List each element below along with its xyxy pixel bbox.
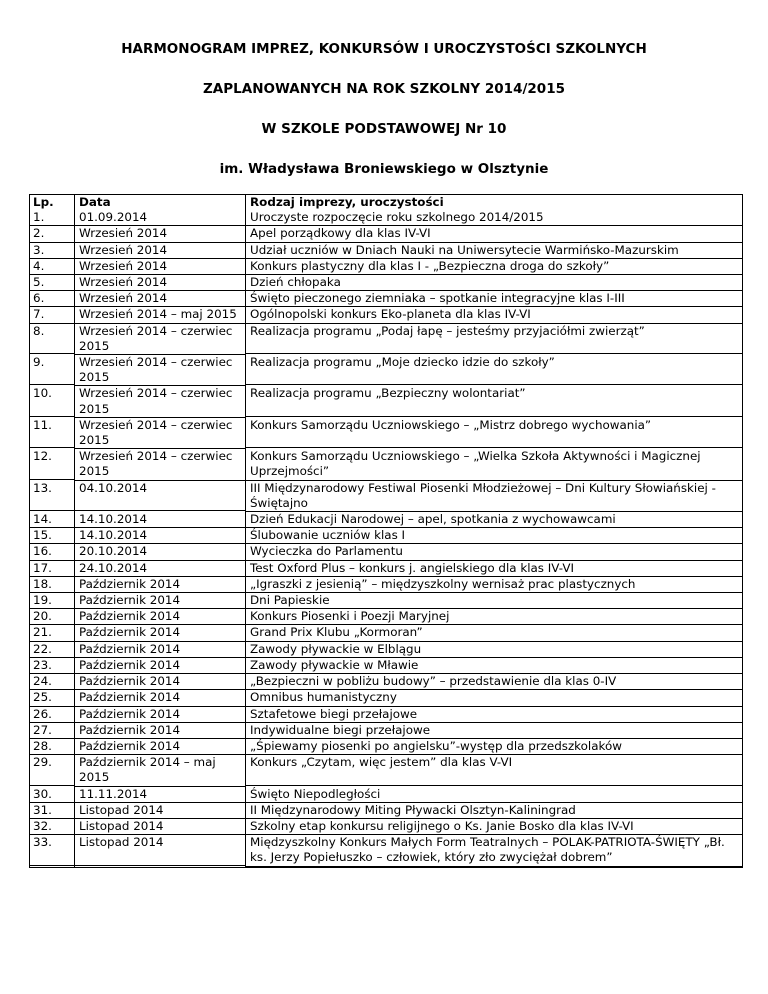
row-event: [246, 642, 743, 658]
row-event-text: Konkurs Piosenki i Poezji Maryjnej: [246, 609, 742, 625]
row-number-text: 16.: [29, 544, 74, 560]
table-row: [30, 803, 743, 819]
row-event-text: III Międzynarodowy Festiwal Piosenki Młodzieżowej – Dni Kultury Słowiańskiej - Świętajno: [246, 481, 742, 512]
row-event: [246, 739, 743, 755]
row-number-text: 24.: [29, 674, 74, 690]
row-event-text: Uroczyste rozpoczęcie roku szkolnego 2014/2015: [246, 210, 742, 226]
row-event: [246, 243, 743, 259]
row-number-text: 29.: [29, 755, 74, 785]
table-row: [30, 324, 743, 355]
row-event-text: Udział uczniów w Dniach Nauki na Uniwersytecie Warmińsko-Mazurskim: [246, 243, 742, 259]
row-number-text: 3.: [29, 243, 74, 259]
row-date: [75, 355, 246, 386]
row-date: [75, 324, 246, 355]
row-date: [75, 226, 246, 242]
row-number-text: 19.: [29, 593, 74, 609]
row-number: [30, 803, 75, 819]
row-date: [75, 609, 246, 625]
events-table: [29, 194, 743, 868]
row-event-text: Realizacja programu „Bezpieczny wolontariat”: [246, 386, 742, 416]
row-date-text: 11.11.2014: [75, 787, 245, 803]
row-date: [75, 386, 246, 417]
row-event-text: Apel porządkowy dla klas IV-VI: [246, 226, 742, 242]
row-date-text: Październik 2014: [75, 593, 245, 609]
row-event-text: Konkurs „Czytam, więc jestem” dla klas V-VI: [246, 755, 742, 785]
row-date-text: Październik 2014: [75, 739, 245, 755]
document-subtitle-school: W SZKOLE PODSTAWOWEJ Nr 10: [261, 121, 507, 137]
table-row: [30, 835, 743, 867]
row-event: [246, 755, 743, 786]
row-date: [75, 787, 246, 803]
table-row: [30, 544, 743, 560]
row-event-text: Konkurs Samorządu Uczniowskiego – „Wielka Szkoła Aktywności i Magicznej Uprzejmości”: [246, 449, 742, 480]
row-event: [246, 593, 743, 609]
row-number: [30, 739, 75, 755]
row-event: [246, 210, 743, 226]
row-date: [75, 449, 246, 480]
row-number-text: 9.: [29, 355, 74, 385]
row-number-text: 20.: [29, 609, 74, 625]
row-date: [75, 259, 246, 275]
row-date-text: Wrzesień 2014: [75, 275, 245, 291]
table-row: [30, 787, 743, 803]
row-event: [246, 819, 743, 835]
row-date-text: Wrzesień 2014: [75, 291, 245, 307]
row-number-text: 22.: [29, 642, 74, 658]
row-number-text: 14.: [29, 512, 74, 528]
row-number: [30, 787, 75, 803]
row-event-text: II Międzynarodowy Miting Pływacki Olsztyn-Kaliningrad: [246, 803, 742, 819]
row-number-text: 25.: [29, 690, 74, 706]
row-date: [75, 291, 246, 307]
row-number: [30, 819, 75, 835]
row-event-text: Wycieczka do Parlamentu: [246, 544, 742, 560]
row-number: [30, 658, 75, 674]
row-event: [246, 481, 743, 512]
row-number-text: 15.: [29, 528, 74, 544]
row-date: [75, 803, 246, 819]
row-number: [30, 386, 75, 417]
table-row: [30, 355, 743, 386]
row-event: [246, 544, 743, 560]
row-event: [246, 803, 743, 819]
row-event-text: Święto pieczonego ziemniaka – spotkanie integracyjne klas I-III: [246, 291, 742, 307]
row-date: [75, 512, 246, 528]
row-event: [246, 512, 743, 528]
row-number-text: 4.: [29, 259, 74, 275]
row-event-text: Sztafetowe biegi przełajowe: [246, 707, 742, 723]
row-event: [246, 625, 743, 641]
row-date: [75, 544, 246, 560]
row-event: [246, 787, 743, 803]
row-number: [30, 707, 75, 723]
row-number: [30, 291, 75, 307]
table-row: [30, 819, 743, 835]
row-date-text: Październik 2014: [75, 625, 245, 641]
row-number: [30, 593, 75, 609]
row-event: [246, 386, 743, 417]
row-number: [30, 210, 75, 226]
row-number: [30, 723, 75, 739]
row-date-text: Wrzesień 2014: [75, 259, 245, 275]
row-date: [75, 690, 246, 706]
table-row: [30, 449, 743, 480]
row-number-text: 21.: [29, 625, 74, 641]
column-header-lp: Lp.: [30, 195, 75, 211]
row-event: [246, 528, 743, 544]
row-number-text: 26.: [29, 707, 74, 723]
row-event: [246, 307, 743, 323]
row-date-text: 01.09.2014: [75, 210, 245, 226]
row-event: [246, 707, 743, 723]
row-number: [30, 642, 75, 658]
row-date-text: 14.10.2014: [75, 528, 245, 544]
row-date: [75, 593, 246, 609]
row-number: [30, 625, 75, 641]
row-number: [30, 674, 75, 690]
row-event: [246, 723, 743, 739]
row-date: [75, 658, 246, 674]
row-date-text: Wrzesień 2014 – czerwiec 2015: [75, 449, 245, 480]
table-row: [30, 739, 743, 755]
row-date: [75, 819, 246, 835]
row-number: [30, 418, 75, 449]
row-date-text: Wrzesień 2014 – czerwiec 2015: [75, 324, 245, 355]
row-date: [75, 755, 246, 786]
row-date-text: Listopad 2014: [75, 835, 245, 866]
row-number-text: 30.: [29, 787, 74, 803]
table-row: [30, 275, 743, 291]
row-event: [246, 355, 743, 386]
row-event-text: Indywidualne biegi przełajowe: [246, 723, 742, 739]
row-date-text: Wrzesień 2014: [75, 243, 245, 259]
table-row: [30, 690, 743, 706]
row-number: [30, 690, 75, 706]
row-event-text: Konkurs plastyczny dla klas I - „Bezpieczna droga do szkoły”: [246, 259, 742, 275]
table-row: [30, 512, 743, 528]
row-date-text: Październik 2014 – maj 2015: [75, 755, 245, 786]
row-date-text: Październik 2014: [75, 658, 245, 674]
document-subtitle-patron: im. Władysława Broniewskiego w Olsztynie: [219, 161, 549, 177]
row-date: [75, 642, 246, 658]
row-date-text: Listopad 2014: [75, 819, 245, 835]
row-event-text: Ślubowanie uczniów klas I: [246, 528, 742, 544]
row-event-text: Realizacja programu „Podaj łapę – jesteśmy przyjaciółmi zwierząt”: [246, 324, 742, 354]
table-row: [30, 577, 743, 593]
row-number: [30, 307, 75, 323]
row-date: [75, 243, 246, 259]
row-date-text: 24.10.2014: [75, 561, 245, 577]
row-number-text: 11.: [29, 418, 74, 448]
row-number: [30, 449, 75, 480]
row-date-text: Październik 2014: [75, 609, 245, 625]
table-row: [30, 307, 743, 323]
table-row: [30, 642, 743, 658]
row-date-text: Październik 2014: [75, 642, 245, 658]
document-subtitle-year: ZAPLANOWANYCH NA ROK SZKOLNY 2014/2015: [203, 81, 565, 97]
table-row: [30, 386, 743, 417]
table-row: [30, 481, 743, 512]
row-event: [246, 835, 743, 867]
row-event: [246, 561, 743, 577]
row-event-text: Omnibus humanistyczny: [246, 690, 742, 706]
row-number-text: 2.: [29, 226, 74, 242]
row-number-text: 7.: [29, 307, 74, 323]
row-event-text: Zawody pływackie w Mławie: [246, 658, 742, 674]
row-number: [30, 528, 75, 544]
document-title: HARMONOGRAM IMPREZ, KONKURSÓW I UROCZYSTOŚCI SZKOLNYCH: [121, 41, 647, 57]
row-number: [30, 544, 75, 560]
table-row: [30, 418, 743, 449]
row-number-text: 13.: [29, 481, 74, 511]
table-row: [30, 210, 743, 226]
row-number: [30, 835, 75, 867]
row-date: [75, 625, 246, 641]
row-event-text: Dzień chłopaka: [246, 275, 742, 291]
row-event: [246, 577, 743, 593]
row-date: [75, 481, 246, 512]
row-event-text: Dzień Edukacji Narodowej – apel, spotkania z wychowawcami: [246, 512, 742, 528]
row-event-text: Test Oxford Plus – konkurs j. angielskiego dla klas IV-VI: [246, 561, 742, 577]
row-date: [75, 418, 246, 449]
row-event-text: Międzyszkolny Konkurs Małych Form Teatralnych – POLAK-PATRIOTA-ŚWIĘTY „Bł. ks. Jerzy Popiełuszko – człowiek, który zło zwyciężał dobrem”: [246, 835, 742, 866]
row-event-text: Grand Prix Klubu „Kormoran”: [246, 625, 742, 641]
row-event-text: „Śpiewamy piosenki po angielsku”-występ dla przedszkolaków: [246, 739, 742, 755]
row-number: [30, 226, 75, 242]
row-date-text: Październik 2014: [75, 723, 245, 739]
row-event: [246, 418, 743, 449]
row-event: [246, 275, 743, 291]
row-number-text: 6.: [29, 291, 74, 307]
row-event-text: Ogólnopolski konkurs Eko-planeta dla klas IV-VI: [246, 307, 742, 323]
row-event-text: „Igraszki z jesienią” – międzyszkolny wernisaż prac plastycznych: [246, 577, 742, 593]
row-number-text: 32.: [29, 819, 74, 835]
column-header-date: Data: [75, 195, 246, 211]
column-header-event: Rodzaj imprezy, uroczystości: [246, 195, 743, 211]
row-date: [75, 561, 246, 577]
table-row: [30, 674, 743, 690]
row-number-text: 17.: [29, 561, 74, 577]
table-row: [30, 658, 743, 674]
table-row: [30, 593, 743, 609]
row-number-text: 23.: [29, 658, 74, 674]
row-date-text: 20.10.2014: [75, 544, 245, 560]
row-number: [30, 561, 75, 577]
table-row: [30, 226, 743, 242]
row-date-text: Wrzesień 2014 – czerwiec 2015: [75, 386, 245, 417]
row-event: [246, 690, 743, 706]
row-date: [75, 707, 246, 723]
row-number-text: 1.: [29, 210, 74, 226]
table-row: [30, 528, 743, 544]
row-event-text: Realizacja programu „Moje dziecko idzie do szkoły”: [246, 355, 742, 385]
row-number-text: 18.: [29, 577, 74, 593]
row-event: [246, 226, 743, 242]
row-date: [75, 307, 246, 323]
row-number-text: 33.: [29, 835, 74, 866]
row-number: [30, 324, 75, 355]
row-number: [30, 355, 75, 386]
row-date: [75, 210, 246, 226]
row-date-text: Wrzesień 2014: [75, 226, 245, 242]
row-date-text: 04.10.2014: [75, 481, 245, 511]
row-event: [246, 324, 743, 355]
row-event: [246, 658, 743, 674]
row-event-text: „Bezpieczni w pobliżu budowy” – przedstawienie dla klas 0-IV: [246, 674, 742, 690]
row-number: [30, 609, 75, 625]
row-event: [246, 449, 743, 480]
row-date-text: Wrzesień 2014 – czerwiec 2015: [75, 355, 245, 386]
row-date: [75, 674, 246, 690]
row-event: [246, 609, 743, 625]
row-number-text: 31.: [29, 803, 74, 819]
table-row: [30, 259, 743, 275]
row-number-text: 12.: [29, 449, 74, 479]
table-row: [30, 243, 743, 259]
table-row: [30, 755, 743, 786]
row-event-text: Święto Niepodległości: [246, 787, 742, 803]
row-event: [246, 674, 743, 690]
table-header-row: [30, 195, 743, 211]
row-date-text: 14.10.2014: [75, 512, 245, 528]
row-date: [75, 739, 246, 755]
row-number: [30, 512, 75, 528]
row-date: [75, 577, 246, 593]
row-date: [75, 528, 246, 544]
table-row: [30, 707, 743, 723]
row-number: [30, 243, 75, 259]
row-event-text: Zawody pływackie w Elblągu: [246, 642, 742, 658]
row-date-text: Październik 2014: [75, 707, 245, 723]
row-number: [30, 577, 75, 593]
row-date: [75, 275, 246, 291]
row-number: [30, 259, 75, 275]
table-row: [30, 561, 743, 577]
row-number-text: 28.: [29, 739, 74, 755]
row-number: [30, 275, 75, 291]
row-date-text: Wrzesień 2014 – czerwiec 2015: [75, 418, 245, 449]
table-row: [30, 291, 743, 307]
row-date: [75, 835, 246, 867]
row-number-text: 5.: [29, 275, 74, 291]
row-event-text: Dni Papieskie: [246, 593, 742, 609]
row-date-text: Październik 2014: [75, 674, 245, 690]
row-event-text: Szkolny etap konkursu religijnego o Ks. Janie Bosko dla klas IV-VI: [246, 819, 742, 835]
row-number-text: 27.: [29, 723, 74, 739]
row-number: [30, 481, 75, 512]
row-date-text: Wrzesień 2014 – maj 2015: [75, 307, 245, 323]
row-event-text: Konkurs Samorządu Uczniowskiego – „Mistrz dobrego wychowania”: [246, 418, 742, 448]
row-date-text: Październik 2014: [75, 577, 245, 593]
table-row: [30, 609, 743, 625]
row-date: [75, 723, 246, 739]
row-number-text: 10.: [29, 386, 74, 416]
row-event: [246, 291, 743, 307]
row-date-text: Październik 2014: [75, 690, 245, 706]
row-number: [30, 755, 75, 786]
table-row: [30, 625, 743, 641]
row-date-text: Listopad 2014: [75, 803, 245, 819]
row-number-text: 8.: [29, 324, 74, 354]
row-event: [246, 259, 743, 275]
table-row: [30, 723, 743, 739]
